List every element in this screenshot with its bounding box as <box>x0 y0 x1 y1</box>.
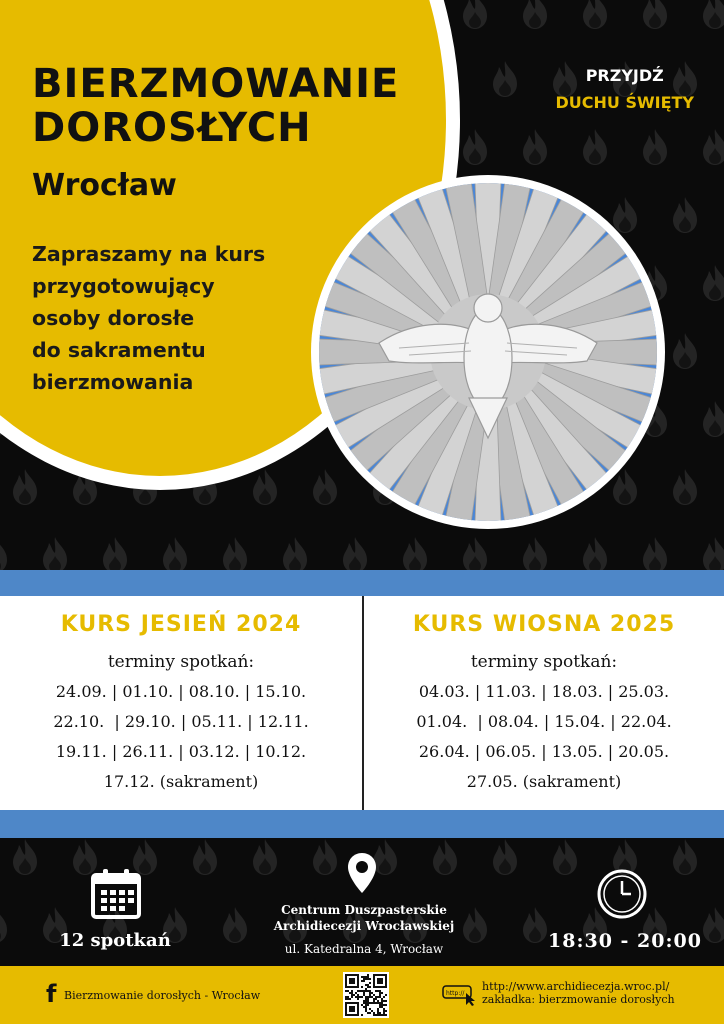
flame-icon <box>460 0 490 30</box>
flame-icon <box>700 0 724 30</box>
intro-line: do sakramentu <box>32 338 206 362</box>
venue-name <box>262 902 466 934</box>
flame-icon <box>700 128 724 166</box>
date-row: 24.09. | 01.10. | 08.10. | 15.10. <box>55 682 307 701</box>
flame-icon <box>400 536 430 574</box>
motto <box>555 62 694 116</box>
flame-icon <box>550 838 580 876</box>
browser-cursor-icon <box>442 984 482 1010</box>
map-pin-icon <box>347 852 377 898</box>
flame-icon <box>160 536 190 574</box>
flame-icon <box>580 0 610 30</box>
course-title: KURS JESIEŃ 2024 <box>60 612 302 637</box>
flame-icon <box>580 536 610 574</box>
venue-line-2: Archidiecezji Wrocławskiej <box>273 919 455 933</box>
flame-icon <box>520 0 550 30</box>
flame-icon <box>490 838 520 876</box>
date-row: 17.12. (sakrament) <box>103 772 259 791</box>
course-title: KURS WIOSNA 2025 <box>412 612 676 637</box>
flame-icon <box>490 60 520 98</box>
meeting-hours: 18:30 - 20:00 <box>548 930 702 952</box>
flame-icon <box>0 536 10 574</box>
intro-text <box>32 238 312 398</box>
flame-icon <box>520 536 550 574</box>
date-row: 26.04. | 06.05. | 13.05. | 20.05. <box>418 742 670 761</box>
date-row: 01.04. | 08.04. | 15.04. | 22.04. <box>416 712 672 731</box>
flame-icon <box>430 838 460 876</box>
flame-icon <box>40 536 70 574</box>
flame-icon <box>640 536 670 574</box>
city-name: Wrocław <box>32 168 177 203</box>
course-subtitle: terminy spotkań: <box>107 652 255 672</box>
flame-icon <box>460 128 490 166</box>
flame-icon <box>190 838 220 876</box>
flame-icon <box>670 838 700 876</box>
flame-icon <box>280 536 310 574</box>
flame-icon <box>10 838 40 876</box>
course-autumn-2024 <box>0 612 362 797</box>
website-bookmark: zakładka: bierzmowanie dorosłych <box>482 993 675 1006</box>
intro-line: Zapraszamy na kurs <box>32 242 266 266</box>
flame-icon <box>250 838 280 876</box>
dove-illustration <box>319 183 657 521</box>
flame-icon <box>100 536 130 574</box>
poster-title <box>32 62 399 150</box>
website-info <box>482 980 675 1006</box>
website-url[interactable]: http://www.archidiecezja.wroc.pl/ <box>482 980 670 993</box>
flame-icon <box>580 128 610 166</box>
flame-icon <box>670 196 700 234</box>
date-row: 22.10. | 29.10. | 05.11. | 12.11. <box>53 712 309 731</box>
flame-icon <box>520 128 550 166</box>
facebook-icon[interactable]: f <box>46 980 57 1008</box>
date-row: 27.05. (sakrament) <box>466 772 622 791</box>
intro-line: bierzmowania <box>32 370 194 394</box>
title-line-2: DOROSŁYCH <box>32 105 312 151</box>
footer-bar <box>0 966 724 1024</box>
flame-icon <box>10 468 40 506</box>
flame-icon <box>340 536 370 574</box>
date-row: 19.11. | 26.11. | 03.12. | 10.12. <box>55 742 307 761</box>
blue-band-bottom <box>0 810 724 838</box>
flame-icon <box>700 264 724 302</box>
flame-icon <box>640 128 670 166</box>
flame-icon <box>310 838 340 876</box>
venue-line-1: Centrum Duszpasterskie <box>281 903 447 917</box>
flame-icon <box>0 906 10 944</box>
flame-icon <box>700 536 724 574</box>
venue-address: ul. Katedralna 4, Wrocław <box>284 942 444 956</box>
qr-code <box>343 972 389 1022</box>
flame-icon <box>700 400 724 438</box>
flame-icon <box>670 468 700 506</box>
flame-icon <box>220 536 250 574</box>
flame-icon <box>220 906 250 944</box>
holy-spirit-dove-image <box>311 175 665 529</box>
flame-icon <box>670 332 700 370</box>
intro-line: osoby dorosłe <box>32 306 195 330</box>
courses-section <box>0 596 724 810</box>
flame-icon <box>250 468 280 506</box>
flame-icon <box>460 536 490 574</box>
motto-line-1: PRZYJDŹ <box>585 66 664 85</box>
course-spring-2025 <box>363 612 724 797</box>
meetings-count: 12 spotkań <box>59 930 171 951</box>
flame-icon <box>640 0 670 30</box>
clock-icon <box>596 868 648 924</box>
motto-line-2: DUCHU ŚWIĘTY <box>555 93 694 112</box>
calendar-icon <box>90 868 142 924</box>
title-line-1: BIERZMOWANIE <box>32 61 400 107</box>
blue-band-top <box>0 570 724 596</box>
intro-line: przygotowujący <box>32 274 215 298</box>
facebook-page-link[interactable]: Bierzmowanie dorosłych - Wrocław <box>64 989 261 1002</box>
date-row: 04.03. | 11.03. | 18.03. | 25.03. <box>418 682 670 701</box>
web-icon-label: http:// <box>446 990 465 997</box>
course-subtitle: terminy spotkań: <box>470 652 618 672</box>
